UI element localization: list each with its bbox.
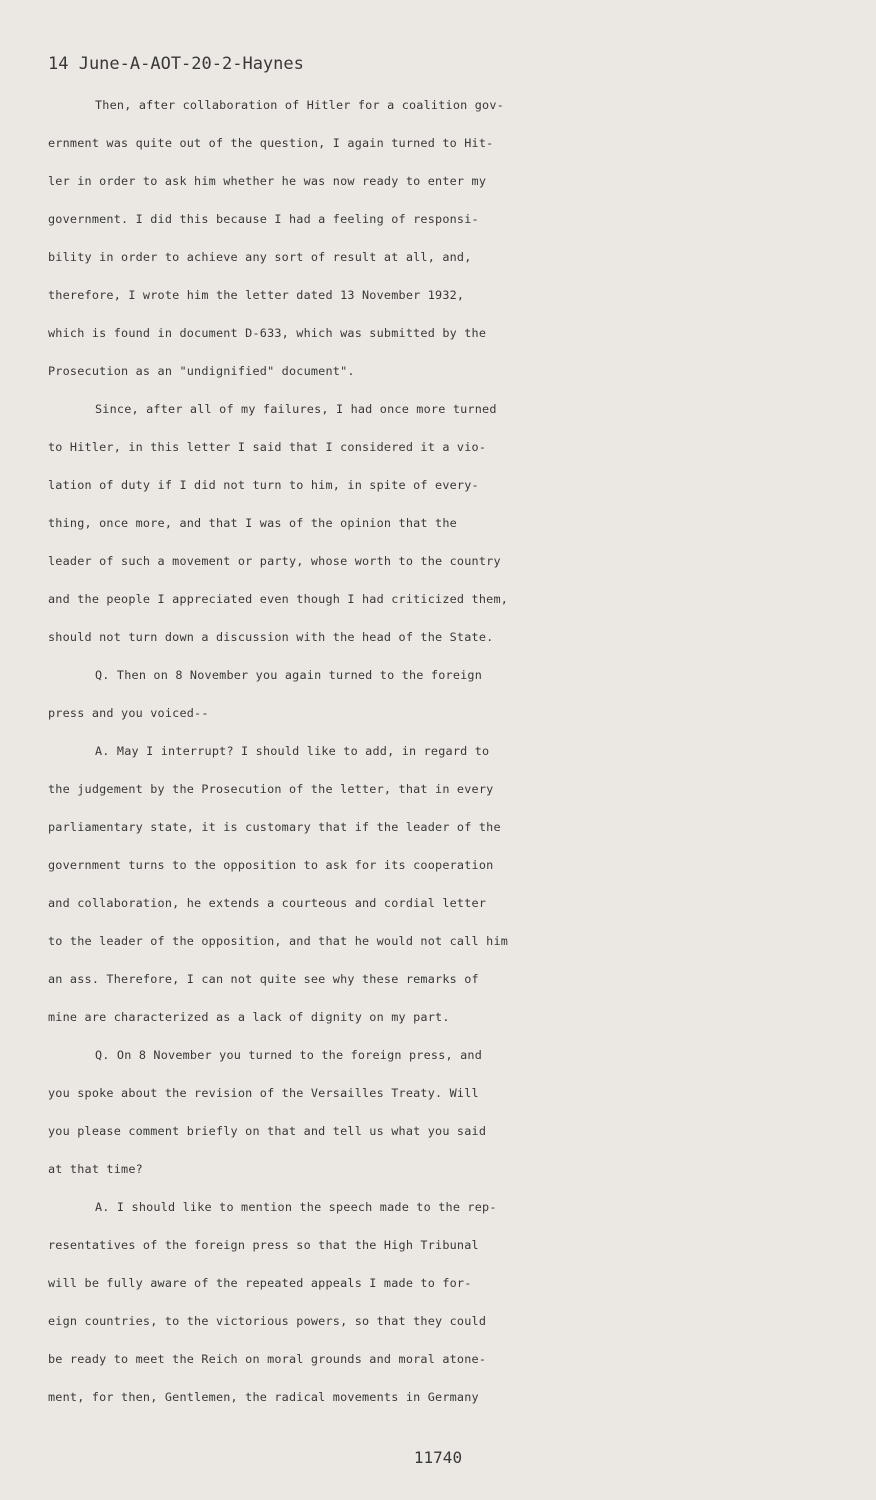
text-line: to the leader of the opposition, and that he would not call him	[48, 934, 509, 948]
text-line: Then, after collaboration of Hitler for a coalition gov-	[95, 98, 504, 112]
text-line: Q. On 8 November you turned to the foreign press, and	[95, 1048, 483, 1062]
text-line: mine are characterized as a lack of dignity on my part.	[48, 1010, 450, 1024]
text-line: ernment was quite out of the question, I again turned to Hit-	[48, 136, 494, 150]
text-line: government turns to the opposition to ask for its cooperation	[48, 858, 494, 872]
text-line: which is found in document D-633, which was submitted by the	[48, 326, 487, 340]
text-line: will be fully aware of the repeated appeals I made to for-	[48, 1276, 472, 1290]
text-line: at that time?	[48, 1162, 143, 1176]
text-line: Since, after all of my failures, I had once more turned	[95, 402, 497, 416]
transcript-body	[0, 86, 876, 1416]
text-line: you spoke about the revision of the Versailles Treaty. Will	[48, 1086, 479, 1100]
text-line: leader of such a movement or party, whose worth to the country	[48, 554, 501, 568]
text-line: thing, once more, and that I was of the opinion that the	[48, 516, 457, 530]
text-line: ment, for then, Gentlemen, the radical movements in Germany	[48, 1390, 479, 1404]
text-line: A. I should like to mention the speech made to the rep-	[95, 1200, 497, 1214]
page-header: 14 June-A-AOT-20-2-Haynes	[48, 54, 304, 74]
text-line: an ass. Therefore, I can not quite see why these remarks of	[48, 972, 479, 986]
text-line: should not turn down a discussion with the head of the State.	[48, 630, 494, 644]
text-line: be ready to meet the Reich on moral grounds and moral atone-	[48, 1352, 487, 1366]
text-line: press and you voiced--	[48, 706, 209, 720]
text-line: and the people I appreciated even though I had criticized them,	[48, 592, 509, 606]
text-line: eign countries, to the victorious powers, so that they could	[48, 1314, 487, 1328]
text-line: bility in order to achieve any sort of result at all, and,	[48, 250, 472, 264]
text-line: the judgement by the Prosecution of the letter, that in every	[48, 782, 494, 796]
text-line: lation of duty if I did not turn to him, in spite of every-	[48, 478, 479, 492]
text-line: ler in order to ask him whether he was now ready to enter my	[48, 174, 487, 188]
text-line: to Hitler, in this letter I said that I considered it a vio-	[48, 440, 487, 454]
text-line: and collaboration, he extends a courteous and cordial letter	[48, 896, 487, 910]
text-line: government. I did this because I had a feeling of responsi-	[48, 212, 479, 226]
text-line: A. May I interrupt? I should like to add, in regard to	[95, 744, 490, 758]
text-line: Prosecution as an "undignified" document".	[48, 364, 355, 378]
text-line: you please comment briefly on that and tell us what you said	[48, 1124, 487, 1138]
text-line: therefore, I wrote him the letter dated 13 November 1932,	[48, 288, 465, 302]
page-number: 11740	[413, 1448, 463, 1467]
text-line: resentatives of the foreign press so that the High Tribunal	[48, 1238, 479, 1252]
text-line: parliamentary state, it is customary that if the leader of the	[48, 820, 501, 834]
text-line: Q. Then on 8 November you again turned to the foreign	[95, 668, 483, 682]
